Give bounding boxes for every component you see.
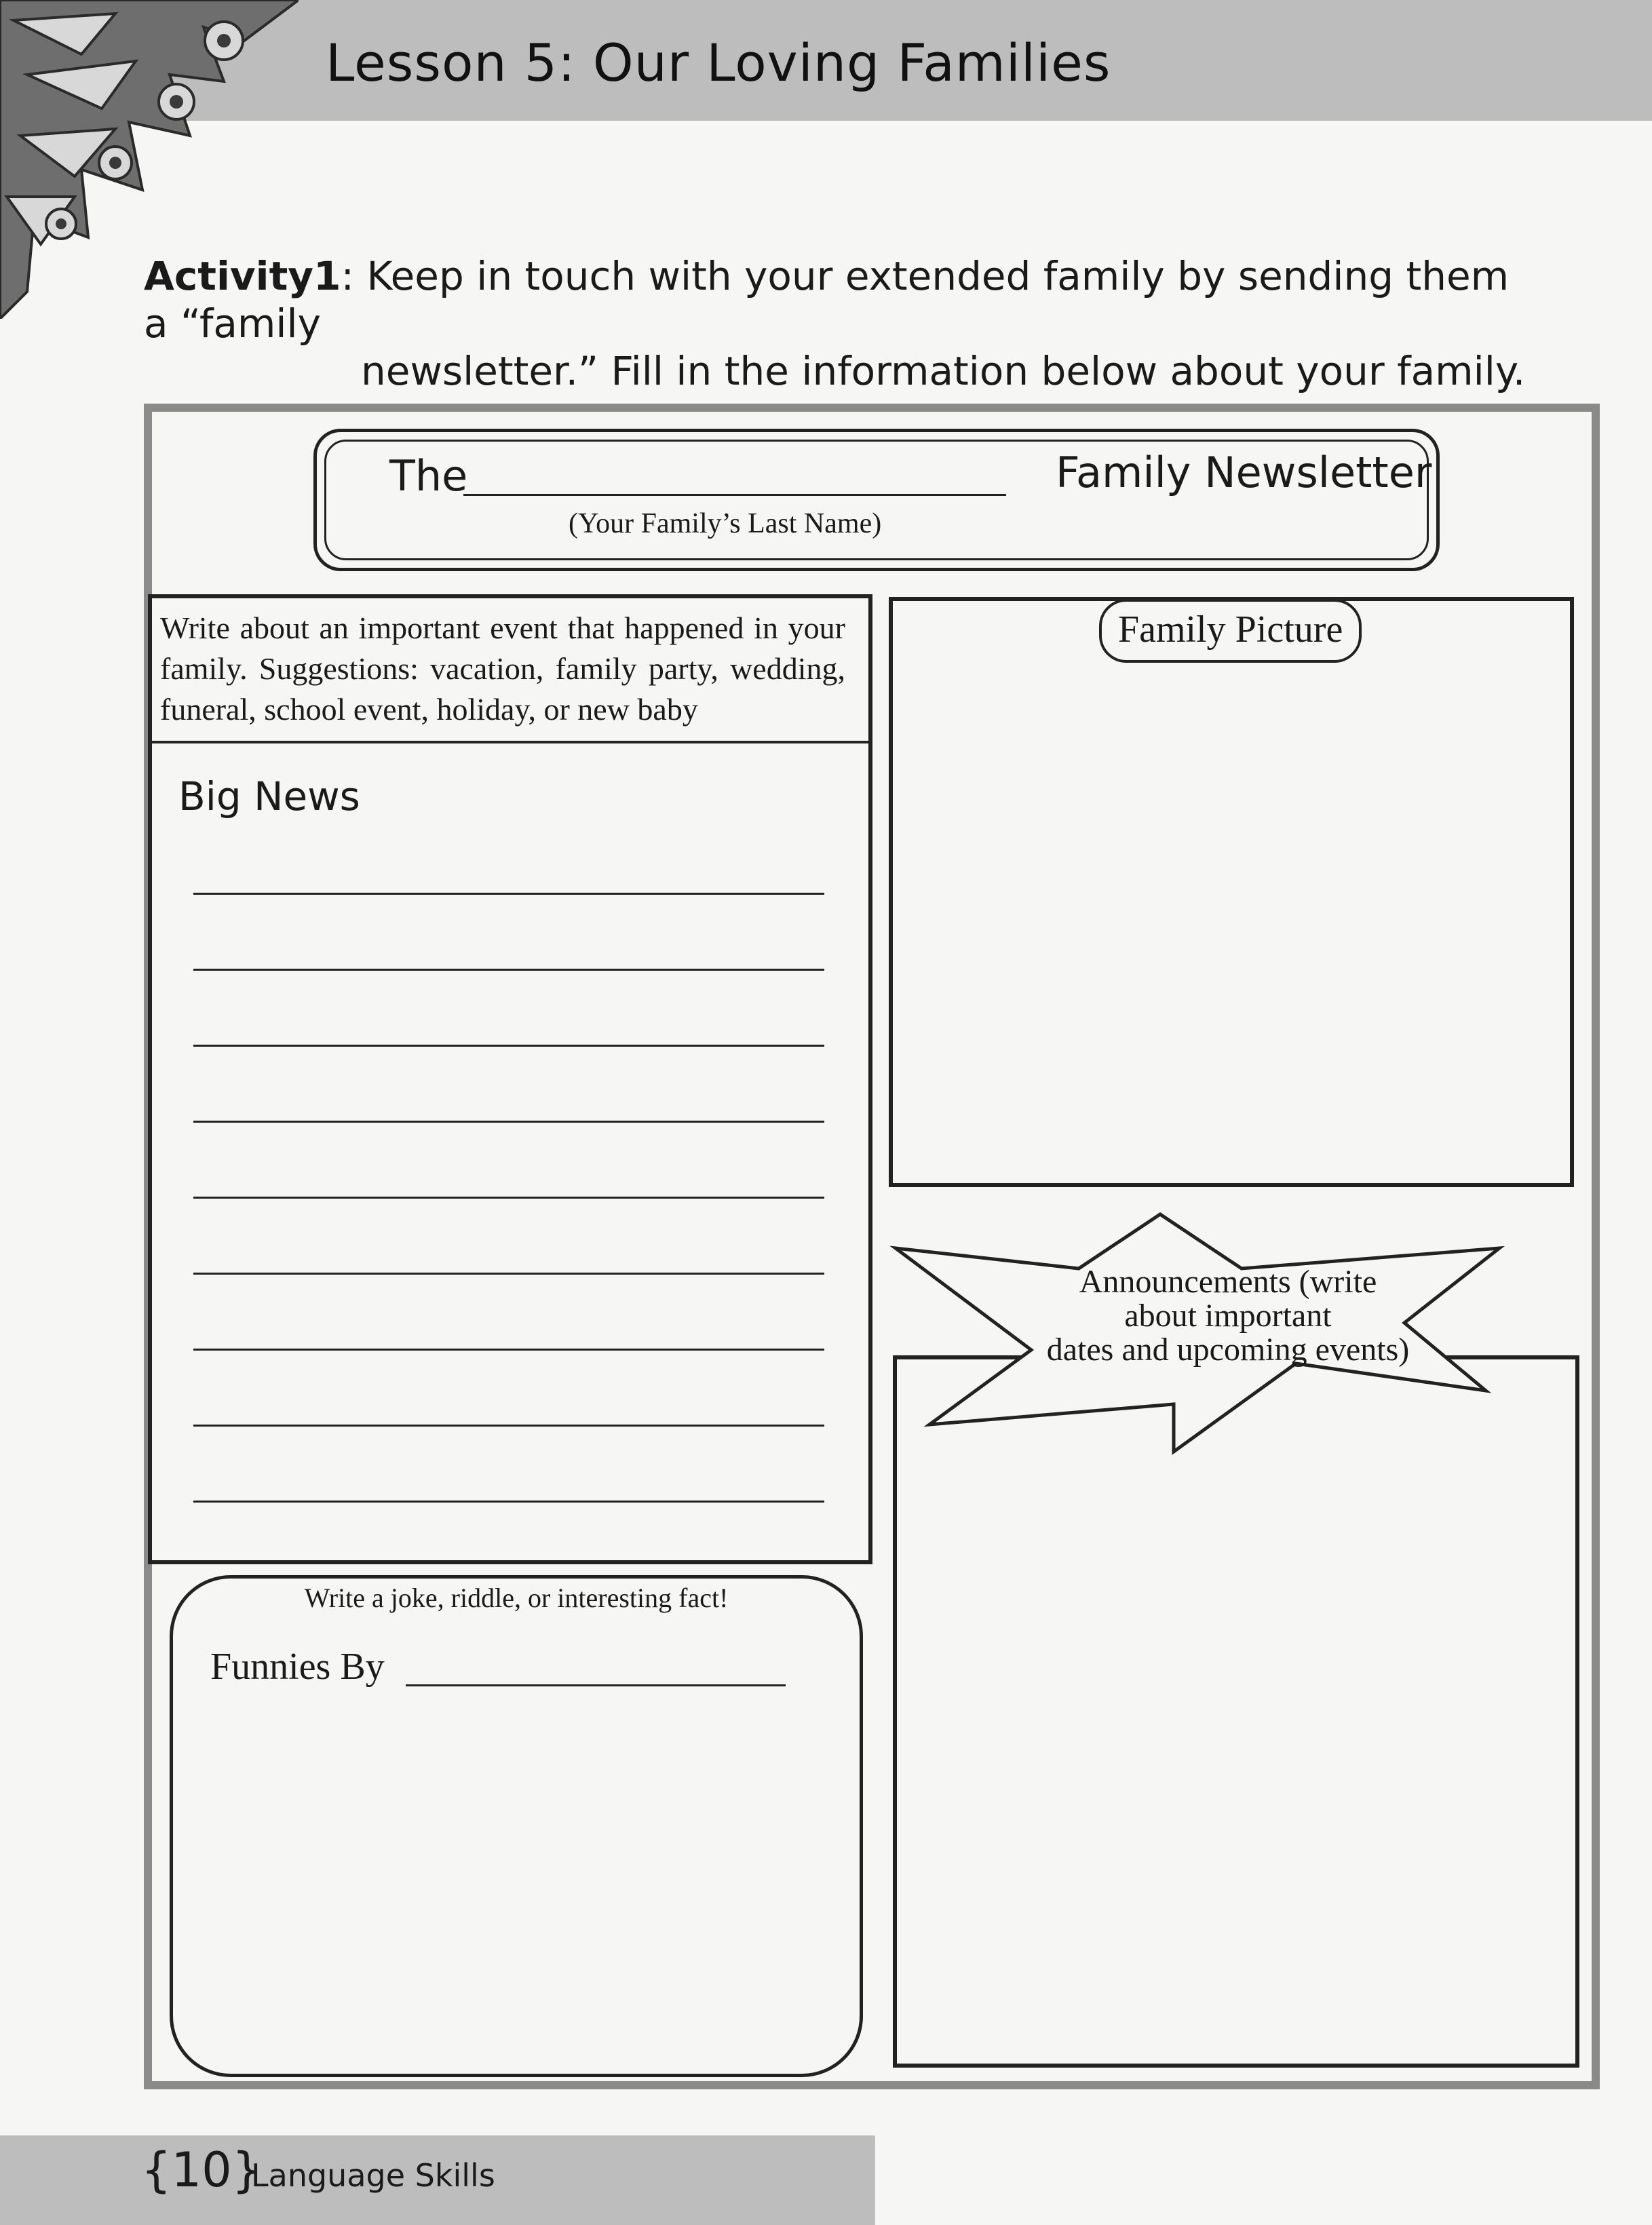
- writing-line[interactable]: [193, 969, 824, 971]
- big-news-box: [148, 594, 872, 1564]
- newsletter-label: Family Newsletter: [1056, 448, 1432, 497]
- funnies-prompt: Write a joke, riddle, or interesting fact!: [304, 1583, 729, 1613]
- activity-label: Activity1: [144, 253, 341, 299]
- writing-line[interactable]: [193, 893, 824, 895]
- big-news-divider: [151, 741, 870, 743]
- writing-line[interactable]: [193, 1273, 824, 1275]
- writing-line[interactable]: [193, 1425, 824, 1427]
- family-picture-label: Family Picture: [1099, 599, 1362, 663]
- funnies-label: Funnies By: [210, 1646, 385, 1688]
- activity-line-1: Keep in touch with your extended family by sending them a “family: [144, 253, 1510, 347]
- page-number: {10}: [141, 2142, 263, 2198]
- writing-line[interactable]: [193, 1045, 824, 1047]
- lesson-title: Lesson 5: Our Loving Families: [326, 33, 1111, 93]
- family-name-line[interactable]: [463, 494, 1006, 496]
- announcements-text: [997, 1265, 1459, 1367]
- announcements-line-1: Announcements (write: [1079, 1264, 1377, 1300]
- footer-book-title: Language Skills: [251, 2157, 495, 2194]
- announcements-line-2: about important: [1124, 1298, 1332, 1334]
- funnies-author-line[interactable]: [406, 1684, 786, 1686]
- announcements-line-3: dates and upcoming events): [1046, 1332, 1410, 1368]
- the-label: The: [389, 451, 468, 501]
- family-picture-box[interactable]: [889, 597, 1574, 1187]
- writing-line[interactable]: [193, 1349, 824, 1351]
- big-news-prompt: Write about an important event that happened in your family. Suggestions: vacation, family party, wedding, funeral, school event, holiday, or new baby: [160, 611, 845, 727]
- big-news-heading: Big News: [178, 773, 360, 819]
- last-name-hint: (Your Family’s Last Name): [569, 508, 882, 539]
- activity-colon: :: [341, 253, 354, 299]
- writing-line[interactable]: [193, 1197, 824, 1199]
- activity-line-2: newsletter.” Fill in the information below about your family.: [361, 348, 1526, 394]
- writing-line[interactable]: [193, 1121, 824, 1123]
- activity-instructions: [144, 252, 1541, 395]
- writing-line[interactable]: [193, 1501, 824, 1503]
